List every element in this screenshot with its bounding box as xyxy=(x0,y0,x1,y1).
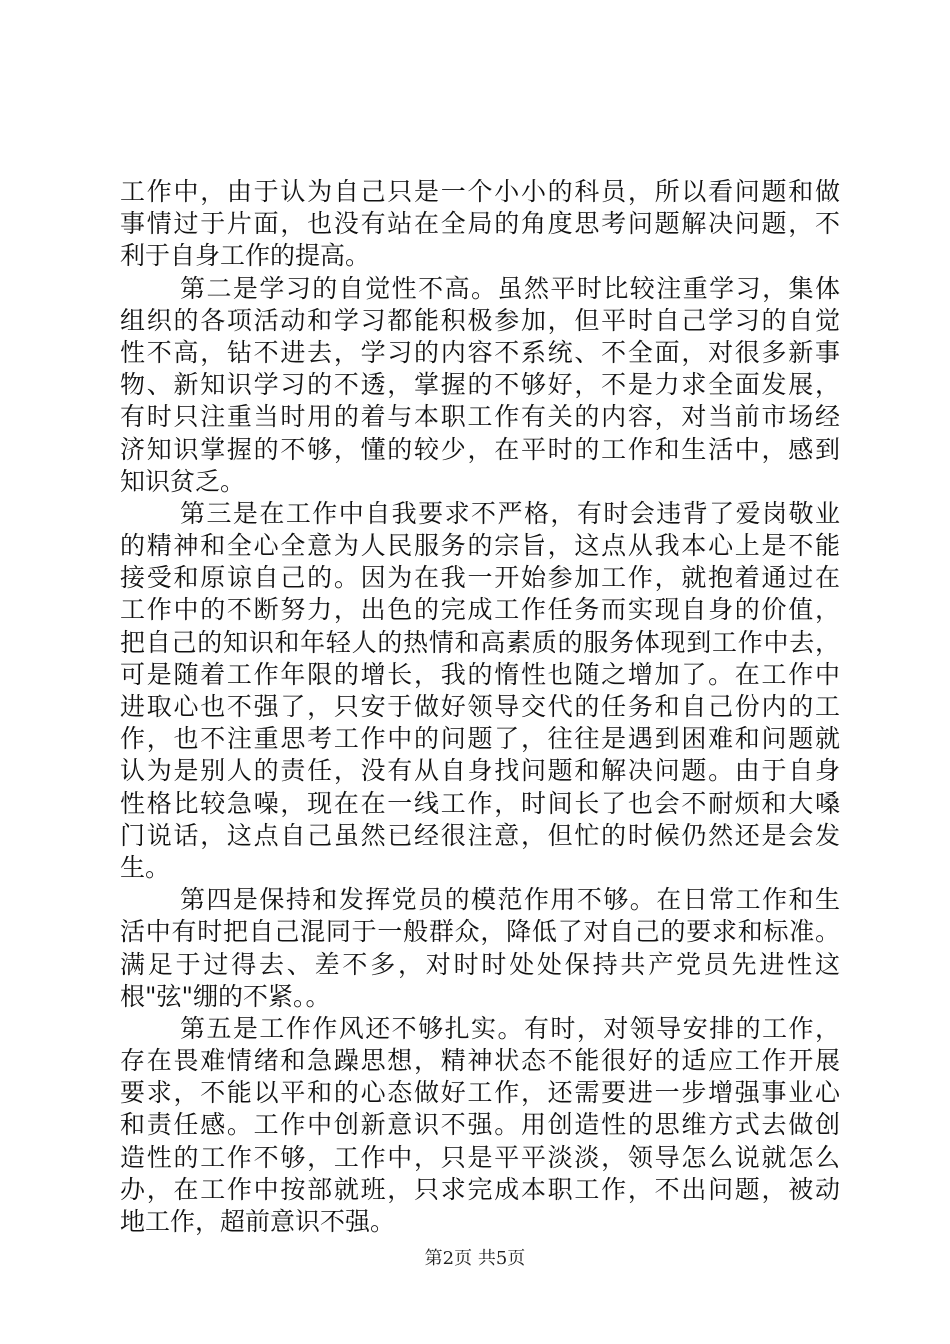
text-line: 性格比较急噪，现在在一线工作，时间长了也会不耐烦和大嗓 xyxy=(120,788,840,818)
text-line: 要求，不能以平和的心态做好工作，还需要进一步增强事业心 xyxy=(120,1078,840,1108)
text-line: 造性的工作不够，工作中，只是平平淡淡，领导怎么说就怎么 xyxy=(120,1142,840,1172)
text-line: 物、新知识学习的不透，掌握的不够好，不是力求全面发展， xyxy=(120,370,840,400)
text-line: 门说话，这点自己虽然已经很注意，但忙的时候仍然还是会发 xyxy=(120,820,840,850)
document-body xyxy=(120,176,840,1238)
text-line: 活中有时把自己混同于一般群众，降低了对自己的要求和标准。 xyxy=(120,917,840,947)
text-line: 事情过于片面，也没有站在全局的角度思考问题解决问题，不 xyxy=(120,209,840,239)
text-line: 接受和原谅自己的。因为在我一开始参加工作，就抱着通过在 xyxy=(120,563,840,593)
text-line: 知识贫乏。 xyxy=(120,466,246,496)
text-line: 有时只注重当时用的着与本职工作有关的内容，对当前市场经 xyxy=(120,402,840,432)
text-line: 第四是保持和发挥党员的模范作用不够。在日常工作和生 xyxy=(180,885,840,915)
text-line: 存在畏难情绪和急躁思想，精神状态不能很好的适应工作开展 xyxy=(120,1046,840,1076)
text-line: 地工作，超前意识不强。 xyxy=(120,1207,396,1236)
text-line: 组织的各项活动和学习都能积极参加，但平时自己学习的自觉 xyxy=(120,305,840,335)
text-line: 工作中，由于认为自己只是一个小小的科员，所以看问题和做 xyxy=(120,177,840,206)
text-line: 根"弦"绷的不紧。。 xyxy=(120,981,331,1011)
text-line: 性不高，钻不进去，学习的内容不系统、不全面，对很多新事 xyxy=(120,337,840,367)
text-line: 进取心也不强了，只安于做好领导交代的任务和自己份内的工 xyxy=(120,692,840,721)
text-line: 生。 xyxy=(120,852,171,882)
text-line: 把自己的知识和年轻人的热情和高素质的服务体现到工作中去， xyxy=(120,627,840,657)
text-line: 第二是学习的自觉性不高。虽然平时比较注重学习，集体 xyxy=(180,273,840,303)
text-line: 利于自身工作的提高。 xyxy=(120,241,371,271)
text-line: 认为是别人的责任，没有从自身找问题和解决问题。由于自身 xyxy=(120,756,840,786)
text-line: 的精神和全心全意为人民服务的宗旨，这点从我本心上是不能 xyxy=(120,531,840,561)
page-footer: 第2页 共5页 xyxy=(424,1248,526,1269)
text-line: 满足于过得去、差不多，对时时处处保持共产党员先进性这 xyxy=(120,949,840,979)
text-line: 和责任感。工作中创新意识不强。用创造性的思维方式去做创 xyxy=(120,1110,840,1140)
text-line: 第三是在工作中自我要求不严格，有时会违背了爱岗敬业 xyxy=(180,498,840,528)
text-line: 工作中的不断努力，出色的完成工作任务而实现自身的价值， xyxy=(120,595,840,625)
text-line: 济知识掌握的不够，懂的较少，在平时的工作和生活中，感到 xyxy=(120,434,840,464)
text-line: 可是随着工作年限的增长，我的惰性也随之增加了。在工作中 xyxy=(120,659,840,689)
text-line: 作，也不注重思考工作中的问题了，往往是遇到困难和问题就 xyxy=(120,724,840,754)
text-line: 办，在工作中按部就班，只求完成本职工作，不出问题，被动 xyxy=(120,1174,840,1204)
text-line: 第五是工作作风还不够扎实。有时，对领导安排的工作， xyxy=(180,1013,840,1043)
